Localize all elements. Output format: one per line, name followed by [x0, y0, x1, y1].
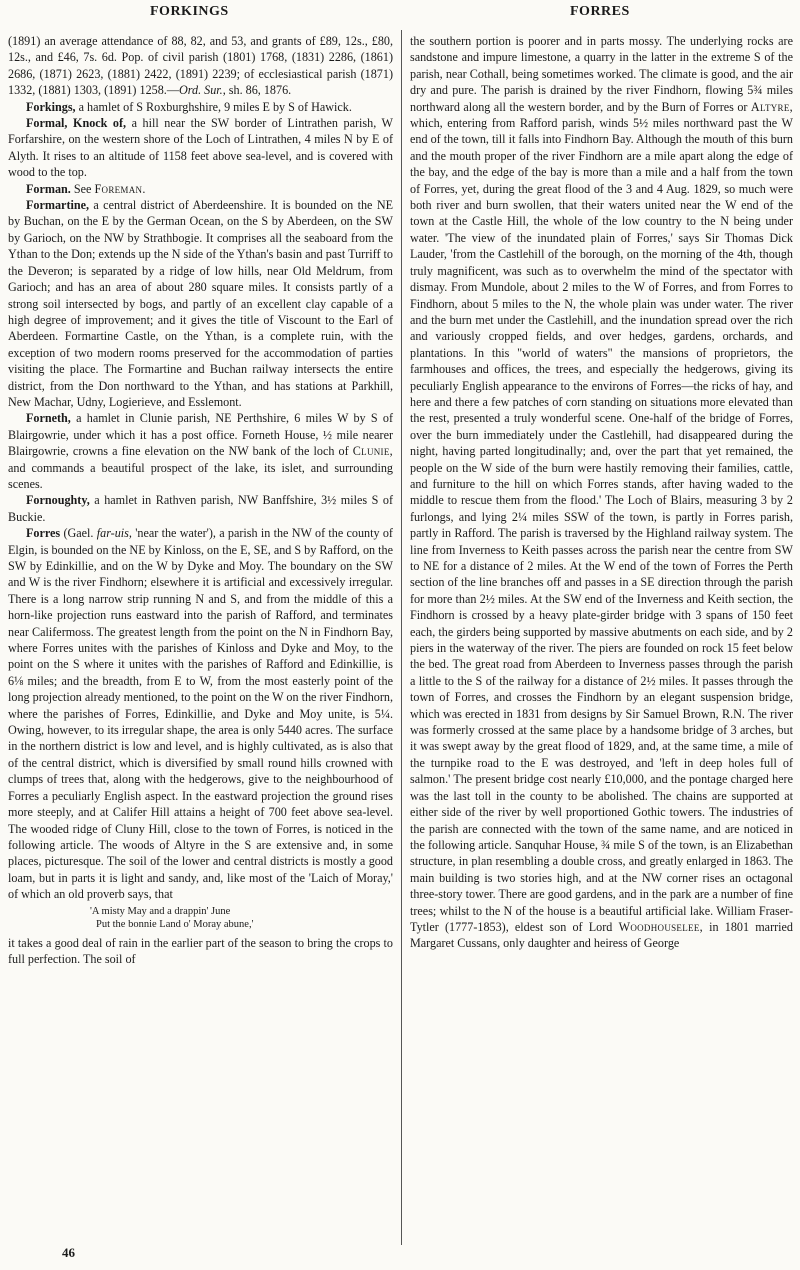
entry-formal: Formal, Knock of, a hill near the SW border of Lintrathen parish, W Forfarshire, on the western shore of the Loch of Lintrathen, 4 miles N by E of Alyth. It rises to an altitude of 1158 feet above sea-level, and is covered with wood to the top.	[8, 116, 394, 180]
running-header	[0, 2, 800, 22]
cross-reference-clunie: Clunie,	[352, 444, 393, 459]
entry-forman: Forman. See Foreman.	[26, 181, 146, 196]
headword-formal: Formal, Knock of,	[26, 116, 127, 131]
left-column	[8, 33, 393, 967]
header-right-word: FORRES	[570, 4, 630, 19]
page-number: 46	[62, 1245, 75, 1260]
right-column	[410, 33, 793, 952]
headword-forres: Forres	[26, 526, 61, 541]
cross-reference-foreman: Foreman.	[94, 181, 146, 196]
verse-line: Put the bonnie Land o' Moray abune,'	[96, 918, 254, 930]
cross-reference-woodhouselee: Woodhouselee,	[618, 919, 703, 934]
headword-fornoughty: Fornoughty,	[26, 493, 90, 508]
proverb-verse	[90, 905, 393, 931]
entry-forres-continued: it takes a good deal of rain in the earlier part of the season to bring the crops to full perfection. The soil of	[8, 935, 393, 966]
entry-forres: Forres (Gael. far-uis, 'near the water'), a parish in the NW of the county of Elgin, is bounded on the NE by Kinloss, on the E, SE, and S by Rafford, on the SW by Edinkillie, and on the W by Dyke and Moy. The boundary on the SW and W is the river Findhorn; elsewhere it is artificial and excessively irregular. There is a long narrow strip running N and S, and from the middle of this a horn-like projection runs eastward into the parish of Rafford, and terminates near Califermoss. The greatest length from the point on the N in Findhorn Bay, where Forres unites with the parishes of Kinloss and Dyke and Moy, to the point on the S where it unites with the parishes of Rafford and Edinkillie, is 6⅛ miles; and the breadth, from E to W, from the most easterly point of the long projection already mentioned, to the point on the W on the river Findhorn, where the parishes of Forres, Edinkillie, and Dyke and Moy unite, is 5¼. Owing, however, to its irregular shape, the area is only 5440 acres. The surface in the northern district is low and level, and is highly cultivated, as is also that of the central district, which is diversified by small round hills crowned with clumps of trees that, along with the hedgerows, give to the neighbourhood of Forres a peculiarly English aspect. In the eastward projection the ground rises more steeply, and at Califer Hill attains a height of 700 feet above sea-level. The wooded ridge of Cluny Hill, close to the town of Forres, is noticed in the following article. The woods of Altyre in the S are extensive and, in some places, picturesque. The soil of the lower and central districts is mostly a good loam, but in parts it is light and sandy, and, like most of the 'Laich of Moray,' of which an old proverb says, that	[8, 526, 393, 902]
headword-forneth: Forneth,	[26, 411, 71, 426]
cross-reference-altyre: Altyre,	[750, 99, 793, 114]
column-divider	[401, 30, 402, 1245]
headword-formartine: Formartine,	[26, 198, 90, 213]
entry-forres-continuation: the southern portion is poorer and in parts mossy. The underlying rocks are sandstone and impure limestone, a quarry in the latter in the extreme S of the parish, near Cothall, being sometimes worked. The climate is good, and the air dry and pure. The parish is drained by the river Findhorn, flowing 5¾ miles northward along all the western border, and by the Burn of Forres or Altyre, which, entering from Rafford parish, winds 5½ miles northward past the W end of the town, till it falls into Findhorn Bay. Although the mouth of this burn and the mouth proper of the river Findhorn are a mile apart along the edge of the bay, and the edge of the bay is more than a mile and a half from the town of Forres, yet, during the great flood of the 3 and 4 Aug. 1829, so much were both river and burn swollen, that their waters united near the W end of the town at the Castle Hill, the whole of the low country to the N being under water. 'The view of the inundated plain of Forres,' says Sir Thomas Dick Lauder, 'from the Castlehill of the borough, on the morning of the 4th, though truly magnificent, was such as to overwhelm the mind of the spectator with dismay. From Mundole, about 2 miles to the W of Forres, and from Forres to Findhorn, about 5 miles to the N, the whole plain was under water. The river and the burn met under the Castlehill, and the inundation spread over the rich and variously cropped fields, and over hedges, gardens, orchards, and plantations. In this "world of waters" the mansions of proprietors, the farmhouses and offices, the trees, and especially the hedgerows, giving its peculiarly English appearance to the environs of Forres—the ricks of hay, and here and there a few patches of corn standing on situations more elevated than the rest, presented a truly wonderful scene. One-half of the bridge of Forres, over the burn immediately under the Castlehill, had disappeared during the night, having parted longitudinally; and, over the part that yet remained, the people on the W side of the burn were hastily removing their families, cattle, and furniture to the hill on which Forres stands, after having waded to the middle to rescue them from the flood.' The Loch of Blairs, measuring 3 by 2 furlongs, and lying 2¼ miles SSW of the town, is partly in Forres parish, partly in Rafford. The parish is traversed by the Highland railway system. The line from Inverness to Keith passes across the parish near the centre from SW to NE for a distance of 2 miles. At the W end of the town of Forres the Perth section of the line branches off and passes in a SE direction through the parish for more than 2½ miles. At the SW end of the Inverness and Keith section, the Findhorn is crossed by a heavy plate-girder bridge with 3 spans of 150 feet each, the girders being supported by massive abutments on each side, and by 2 piers in the waterway of the river. The piers are founded on rock 15 feet below the bed. The great road from Aberdeen to Inverness passes through the parish a little to the S of the railway for a distance of 2½ miles. It passes through the town of Forres, and crosses the Findhorn by an elegant suspension bridge, which was erected in 1831 from designs by Sir Samuel Brown, R.N. The river was formerly crossed at the same place by a handsome bridge of 3 arches, but it was swept away by the great flood of 1829, and, at the same time, a mile of the turnpike road to the E was destroyed, and 'left in deep holes full of salmon.' The present bridge cost nearly £10,000, and the pontage charged here was the last toll in the county to be abolished. The chains are supported at either side of the river by well proportioned Gothic towers. The industries of the parish are connected with the town of the same name, and are noticed in the following article. Sanquhar House, ¾ mile S of the town, is an Elizabethan structure, in plan resembling a double cross, and greatly enlarged in 1863. The main building is two stories high, and at the NW corner rises an octagonal three-story tower. There are good gardens, and in the park are a number of fine trees; whilst to the N of the house is a beautiful artificial lake. William Fraser-Tytler (1777-1853), eldest son of Lord Woodhouselee, in 1801 married Margaret Cussans, only daughter and heiress of George	[410, 34, 793, 951]
entry-fornoughty: Fornoughty, a hamlet in Rathven parish, NW Banffshire, 3½ miles S of Buckie.	[8, 493, 393, 524]
headword-forkings: Forkings,	[26, 99, 76, 114]
entry-forkings: Forkings, a hamlet of S Roxburghshire, 9 miles E by S of Hawick.	[26, 99, 352, 114]
entry-formartine: Formartine, a central district of Aberdeenshire. It is bounded on the NE by Buchan, on the E by the German Ocean, on the S by Aberdeen, on the SW by Garioch, on the NW by Strathbogie. It comprises all the seaboard from the Ythan to the Don; extends up the N side of the Ythan's basin and past Turriff to the Deveron; is separated by a ridge of low hills, near Old Meldrum, from Garioch; and has an area of about 280 square miles. It consists partly of a strong soil intersected by bogs, and partly of an excellent clay capable of a high degree of improvement; and it gives the title of Viscount to the Earl of Aberdeen. Formartine Castle, on the Ythan, is a complete ruin, with the exception of two modern rooms preserved for the accommodation of parties visiting the place. The Formartine and Buchan railway intersects the entire district, from the Don northward to the Ythan, and has stations at Parkhill, New Machar, Udny, Logierieve, and Esslemont.	[8, 198, 393, 409]
headword-forman: Forman.	[26, 181, 71, 196]
continuation-paragraph: (1891) an average attendance of 88, 82, and 53, and grants of £89, 12s., £80, 12s., and £46, 7s. 6d. Pop. of civil parish (1801) 1768, (1831) 2286, (1861) 2686, (1871) 2623, (1881) 2422, (1891) 2239; of ecclesiastical parish (1871) 1332, (1881) 1303, (1891) 1258.—Ord. Sur., sh. 86, 1876.	[8, 34, 393, 98]
header-left-word: FORKINGS	[150, 4, 229, 19]
entry-forneth: Forneth, a hamlet in Clunie parish, NE Perthshire, 6 miles W by S of Blairgowrie, under which it has a post office. Forneth House, ½ mile nearer Blairgowrie, crowns a fine elevation on the NW bank of the loch of Clunie, and commands a beautiful prospect of the lake, its islet, and surrounding scenes.	[8, 411, 393, 491]
verse-line: 'A misty May and a drappin' June	[90, 905, 231, 917]
